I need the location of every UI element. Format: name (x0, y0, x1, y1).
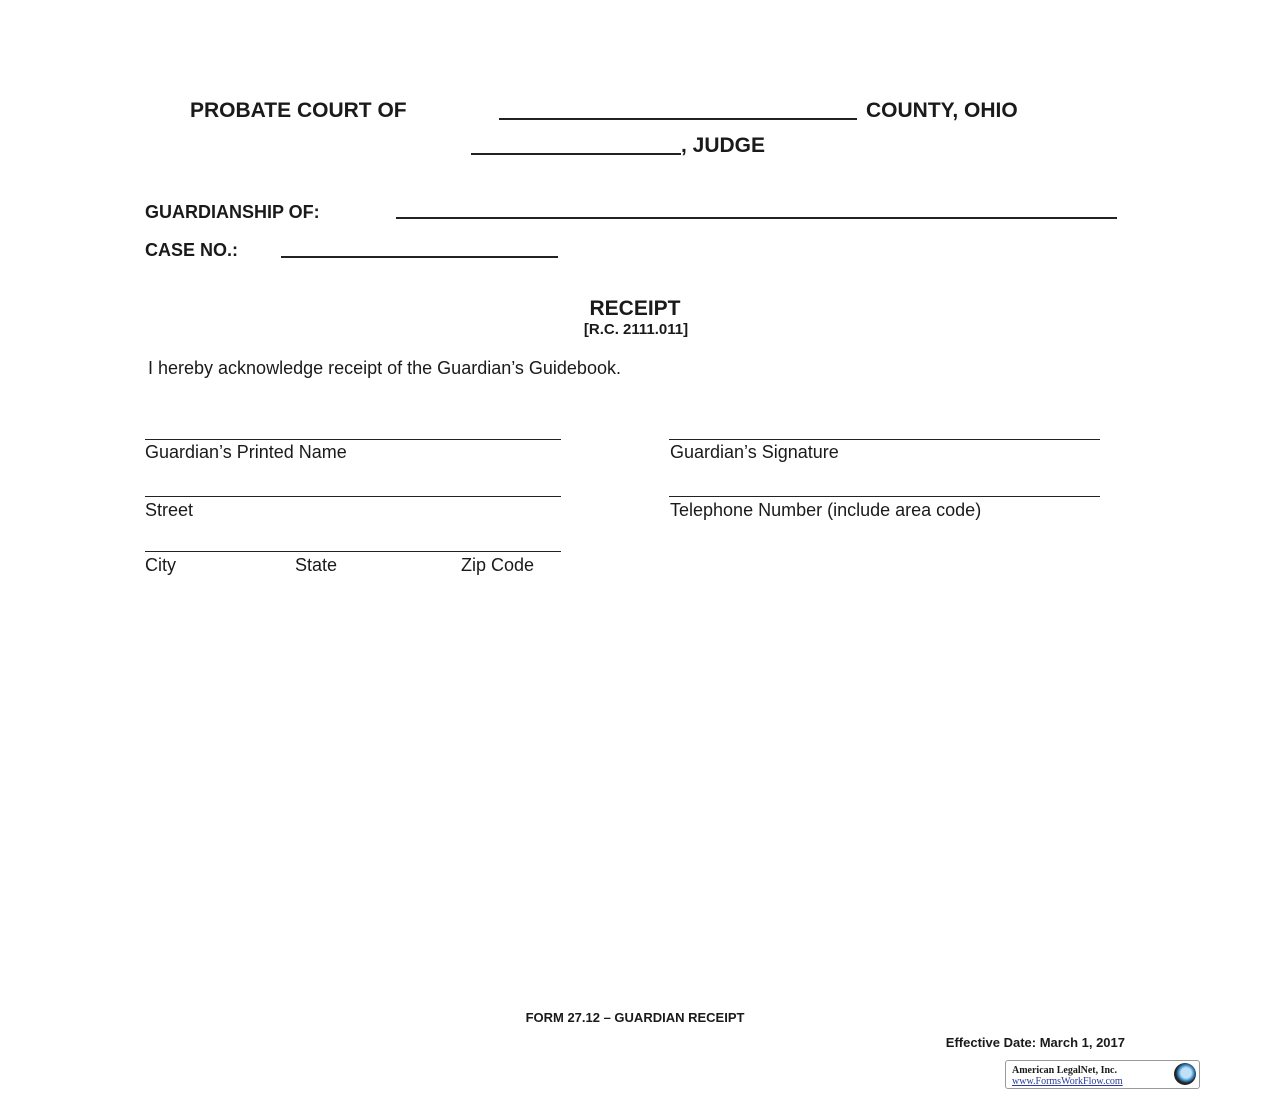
globe-icon (1174, 1063, 1196, 1085)
guardianship-blank[interactable] (396, 217, 1117, 219)
telephone-line[interactable] (669, 496, 1100, 497)
signature-label: Guardian’s Signature (670, 442, 839, 462)
court-prefix: PROBATE COURT OF (190, 99, 407, 122)
telephone-label: Telephone Number (include area code) (670, 500, 982, 520)
acknowledgement-statement: I hereby acknowledge receipt of the Guardian’s Guidebook. (148, 358, 621, 378)
guardianship-label: GUARDIANSHIP OF: (145, 202, 320, 222)
logo-company: American LegalNet, Inc. (1012, 1065, 1117, 1076)
signature-line[interactable] (669, 439, 1100, 440)
zip-label: Zip Code (461, 555, 535, 575)
case-no-blank[interactable] (281, 256, 558, 258)
logo-url[interactable]: www.FormsWorkFlow.com (1012, 1076, 1123, 1087)
statute-reference: [R.C. 2111.011] (583, 321, 689, 338)
receipt-title: RECEIPT (589, 297, 681, 320)
city-label: City (145, 555, 176, 575)
printed-name-label: Guardian’s Printed Name (145, 442, 347, 462)
street-label: Street (145, 500, 194, 520)
city-state-zip-line[interactable] (145, 551, 561, 552)
state-label: State (295, 555, 338, 575)
judge-blank[interactable] (471, 153, 681, 155)
case-no-label: CASE NO.: (145, 240, 239, 260)
judge-suffix: , JUDGE (681, 134, 766, 157)
county-blank[interactable] (499, 118, 857, 120)
printed-name-line[interactable] (145, 439, 561, 440)
court-suffix: COUNTY, OHIO (866, 99, 1018, 122)
american-legalnet-logo[interactable] (1005, 1060, 1200, 1089)
form-footer: FORM 27.12 – GUARDIAN RECEIPT (525, 1010, 745, 1025)
effective-date: Effective Date: March 1, 2017 (945, 1035, 1125, 1050)
street-line[interactable] (145, 496, 561, 497)
